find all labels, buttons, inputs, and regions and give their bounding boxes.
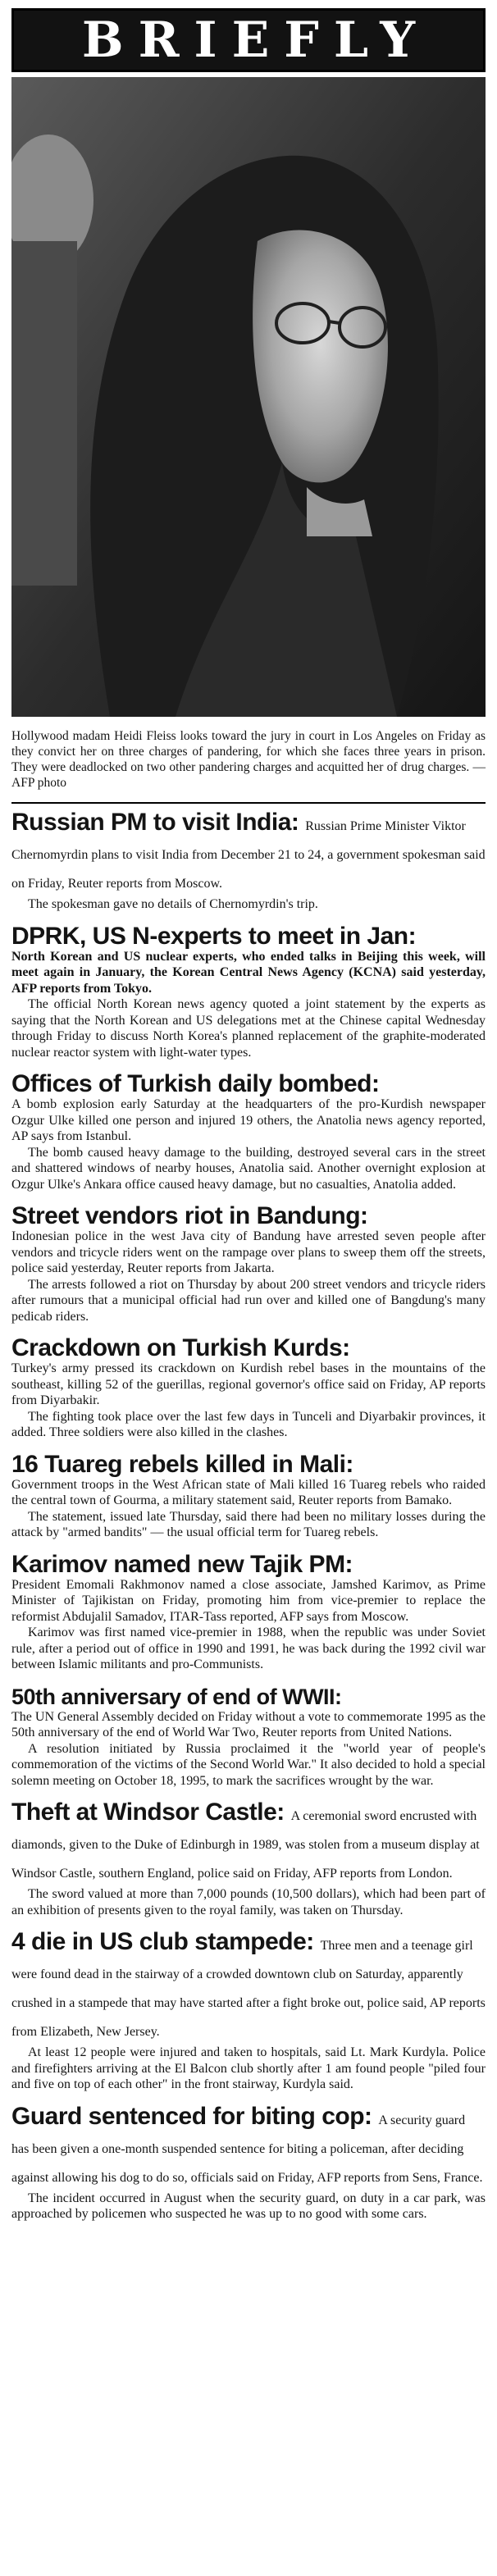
story-lede: A ceremonial sword encrusted with diamonds, given to the Duke of Edinburgh in 1989, was stolen from a museum display at Windsor Castle, southern England, police said on Friday, AFP reports from London. xyxy=(11,1809,480,1881)
story-lede: North Korean and US nuclear experts, who ended talks in Beijing this week, will meet again in January, the Korean Central News Agency (KCNA) said yesterday, AFP reports from Tokyo. xyxy=(11,949,486,996)
story-lede: A bomb explosion early Saturday at the headquarters of the pro-Kurdish newspaper Ozgur Ulke killed one person and injured 19 others, the Anatolia news agency reported, AP says from Istanbul. xyxy=(11,1097,486,1143)
photo-caption xyxy=(11,728,486,791)
briefly-column xyxy=(11,8,486,2234)
story-headline: Guard sentenced for biting cop: xyxy=(11,2102,372,2130)
story-russian-pm xyxy=(11,810,486,913)
story-turkish-daily xyxy=(11,1072,486,1192)
story-paragraph: The incident occurred in August when the security guard, on duty in a car park, was approached by policemen who suspected he was up to no good with some cars. xyxy=(11,2191,486,2221)
news-photo xyxy=(11,77,486,717)
story-dprk-us xyxy=(11,924,486,1061)
story-paragraph: The bomb caused heavy damage to the building, destroyed several cars in the street and shattered windows of nearby houses, Anatolia said. Another overnight explosion at Ozgur Ulke's Ankara office caused heavy damage, but no casualties, Anatolia added. xyxy=(11,1145,486,1192)
story-headline: 16 Tuareg rebels killed in Mali: xyxy=(11,1450,353,1478)
story-lede: Turkey's army pressed its crackdown on Kurdish rebel bases in the mountains of the southeast, killing 52 of the guerillas, regional governor's office said on Friday, AP reports from Diyarbakir. xyxy=(11,1361,486,1407)
story-lede: Three men and a teenage girl were found dead in the stairway of a crowded downtown club on Saturday, apparently crushed in a stampede that may have started after a fight broke out, police said, AP reports from Elizabeth, New Jersey. xyxy=(11,1939,486,2039)
story-wwii-anniversary xyxy=(11,1685,486,1790)
section-title: BRIEFLY xyxy=(81,11,431,69)
story-guard-biting xyxy=(11,2104,486,2223)
story-lede: Indonesian police in the west Java city of Bandung have arrested seven people after vendors and tricycle riders went on the rampage over plans to sweep them off the streets, police said yesterday, Reuter reports from Jakarta. xyxy=(11,1229,486,1275)
section-banner xyxy=(11,8,486,72)
story-windsor xyxy=(11,1800,486,1918)
story-lede: Government troops in the West African state of Mali killed 16 Tuareg rebels who raided the central town of Gourma, a military statement said, Reuter reports from Bamako. xyxy=(11,1477,486,1507)
story-headline: Crackdown on Turkish Kurds: xyxy=(11,1334,350,1361)
story-lede: The UN General Assembly decided on Friday without a vote to commemorate 1995 as the 50th anniversary of the end of World War Two, Reuter reports from United Nations. xyxy=(11,1709,486,1739)
story-paragraph: Karimov was first named vice-premier in 1988, when the republic was under Soviet rule, after a period out of office in 1990 and 1991, he was back during the 1992 civil war between Islamic militants and pro-Communists. xyxy=(11,1625,486,1671)
story-lede: President Emomali Rakhmonov named a close associate, Jamshed Karimov, as Prime Minister of Tajikistan on Friday, promoting him from vice-premier to replace the reformist Abdujalil Samadov, ITAR-Tass reported, AFP says from Moscow. xyxy=(11,1577,486,1624)
story-headline: Theft at Windsor Castle: xyxy=(11,1799,285,1826)
story-paragraph: The arrests followed a riot on Thursday by about 200 street vendors and tricycle riders after rumours that a municipal official had run over and killed one of Bangdung's many pedicab riders. xyxy=(11,1277,486,1324)
story-paragraph: The official North Korean news agency quoted a joint statement by the experts as saying that the North Korean and US delegations met at the Chinese capital Wednesday through Friday to discuss North Korea's planned replacement of the graphite-moderated nuclear reactor system with light-water types. xyxy=(11,997,486,1060)
story-paragraph: At least 12 people were injured and taken to hospitals, said Lt. Mark Kurdyla. Police and firefighters arriving at the El Balcon club shortly after 1 am found people "piled four and five on top of each other" in the front stairway, Kurdyla said. xyxy=(11,2045,486,2091)
story-paragraph: The sword valued at more than 7,000 pounds (10,500 dollars), which had been part of an exhibition of presents given to the royal family, was taken on Thursday. xyxy=(11,1887,486,1917)
story-paragraph: A resolution initiated by Russia proclaimed it the "world year of people's commemoration of the victims of the Second World War." It also decided to hold a special solemn meeting on October 18, 1995, to mark the sacrifices wrought by the war. xyxy=(11,1741,486,1788)
story-lede: A security guard has been given a one-month suspended sentence for biting a policeman, after deciding against allowing his dog to do so, officials said on Friday, AFP reports from Sens, France. xyxy=(11,2113,483,2185)
photo-credit: — AFP photo xyxy=(11,760,486,790)
story-paragraph: The statement, issued late Thursday, said there had been no military losses during the attack by "armed bandits" — the usual official term for Tuareg rebels. xyxy=(11,1509,486,1539)
divider xyxy=(11,802,486,804)
story-headline: Offices of Turkish daily bombed: xyxy=(11,1070,380,1097)
story-headline: Karimov named new Tajik PM: xyxy=(11,1550,353,1578)
story-paragraph: The fighting took place over the last few days in Tunceli and Diyarbakir provinces, it added. Three soldiers were also killed in the clashes. xyxy=(11,1409,486,1439)
story-bandung xyxy=(11,1204,486,1324)
story-turkish-kurds xyxy=(11,1336,486,1441)
story-headline: 4 die in US club stampede: xyxy=(11,1928,314,1955)
story-headline: DPRK, US N-experts to meet in Jan: xyxy=(11,922,417,950)
story-karimov xyxy=(11,1552,486,1673)
story-headline: Street vendors riot in Bandung: xyxy=(11,1202,368,1229)
story-headline: 50th anniversary of end of WWII: xyxy=(11,1684,342,1709)
portrait-illustration xyxy=(11,77,486,717)
story-headline: Russian PM to visit India: xyxy=(11,809,299,836)
story-paragraph: The spokesman gave no details of Chernomyrdin's trip. xyxy=(28,897,318,911)
caption-text: Hollywood madam Heidi Fleiss looks toward the jury in court in Los Angeles on Friday as they convict her on three charges of pandering, for which she faces three years in prison. They were deadlocked on two other pandering charges and acquitted her of drug charges. xyxy=(11,729,486,774)
story-lede: Russian Prime Minister Viktor Chernomyrdin plans to visit India from December 21 to 24, a government spokesman said on Friday, Reuter reports from Moscow. xyxy=(11,819,486,891)
story-tuareg xyxy=(11,1452,486,1541)
story-club-stampede xyxy=(11,1930,486,2093)
